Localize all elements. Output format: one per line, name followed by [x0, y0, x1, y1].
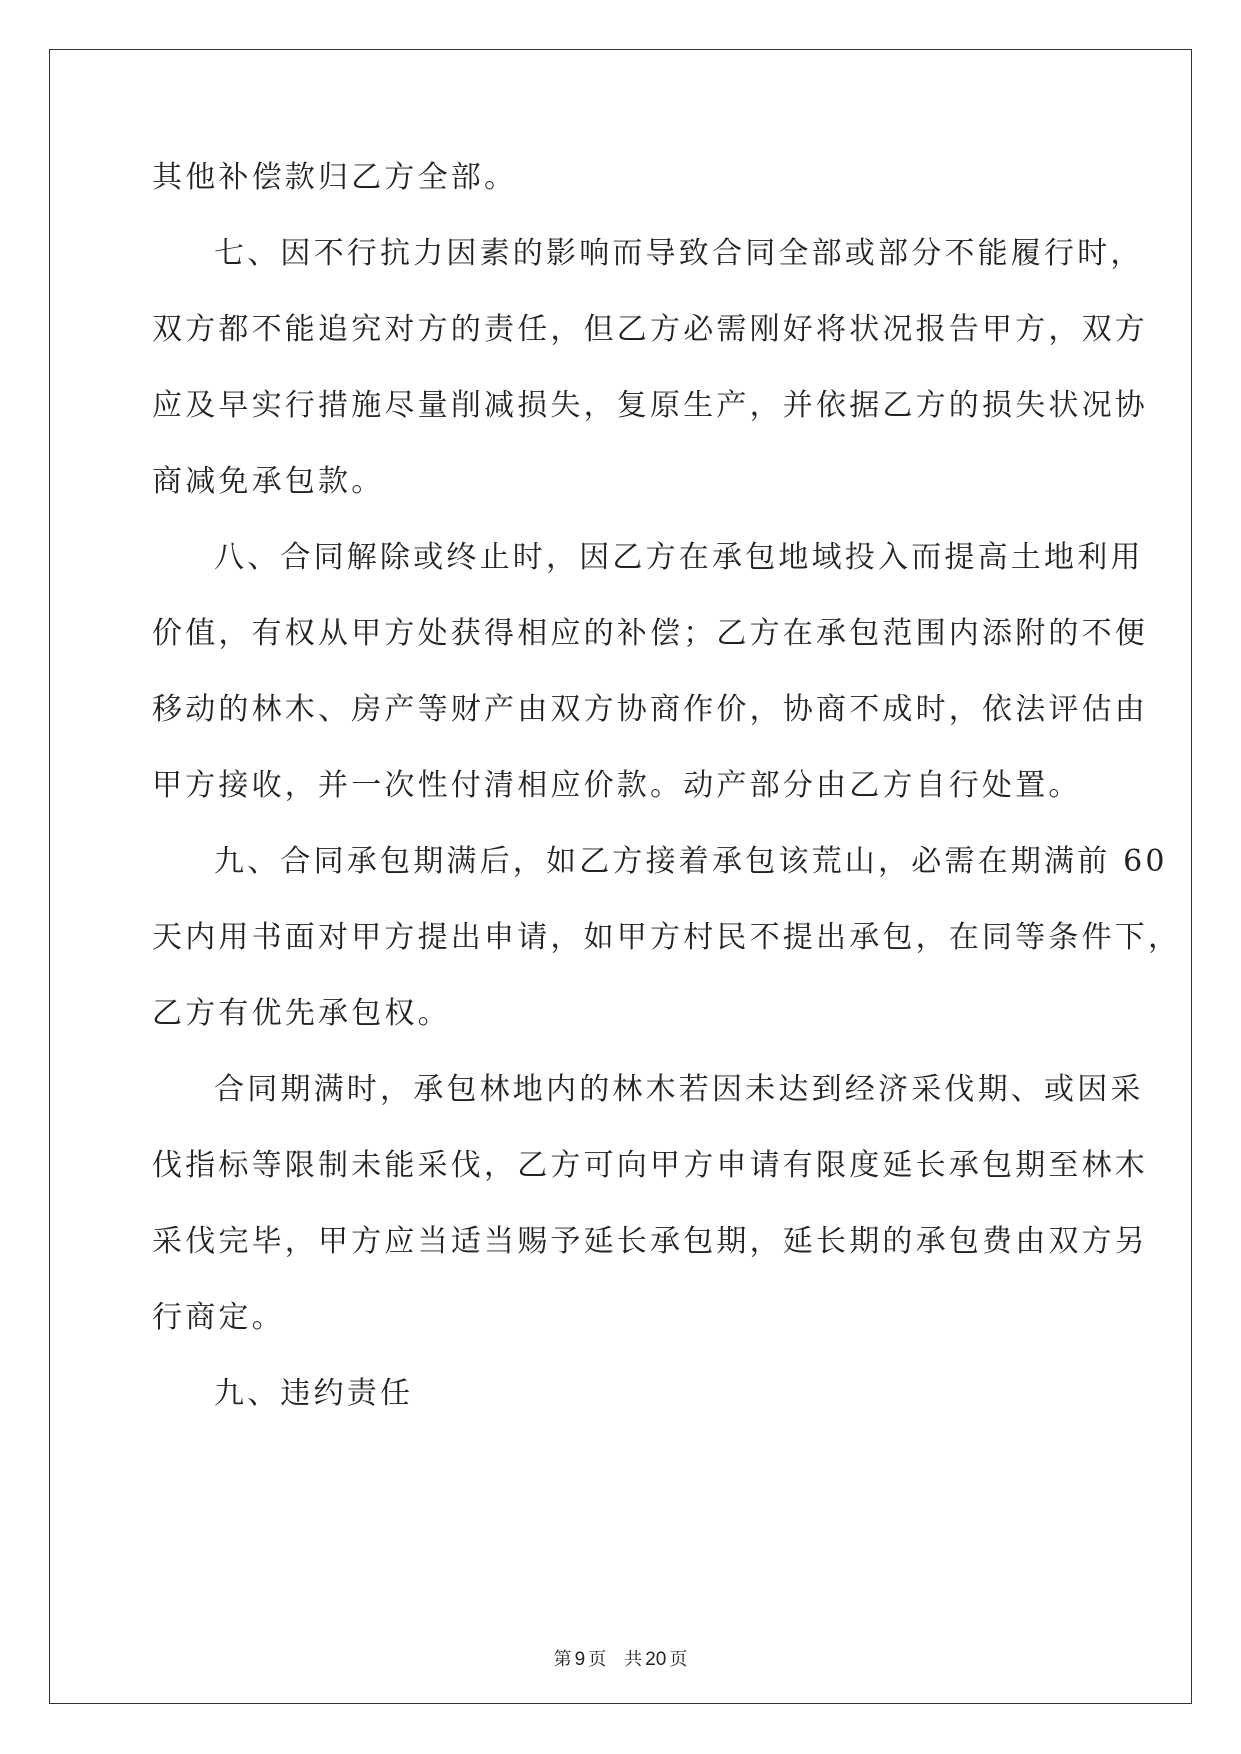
paragraph-line: 双方都不能追究对方的责任，但乙方必需刚好将状况报告甲方，双方 [152, 312, 1148, 347]
paragraph-line: 移动的林木、房产等财产由双方协商作价，协商不成时，依法评估由 [152, 692, 1148, 727]
paragraph-line: 八、合同解除或终止时，因乙方在承包地域投入而提高土地利用 [214, 540, 1144, 575]
paragraph-line: 天内用书面对甲方提出申请，如甲方村民不提出承包，在同等条件下， [152, 920, 1182, 955]
page-footer [0, 1648, 1241, 1672]
paragraph-line: 行商定。 [152, 1300, 285, 1335]
paragraph-line: 合同期满时，承包林地内的林木若因未达到经济采伐期、或因采 [214, 1072, 1144, 1107]
page-suffix: 页 [588, 1649, 607, 1670]
paragraph-line: 商减免承包款。 [152, 464, 385, 499]
paragraph-line: 伐指标等限制未能采伐，乙方可向甲方申请有限度延长承包期至林木 [152, 1148, 1148, 1183]
paragraph-line: 其他补偿款归乙方全部。 [152, 160, 518, 195]
paragraph-line: 九、合同承包期满后，如乙方接着承包该荒山，必需在期满前 60 [214, 844, 1168, 879]
paragraph-line: 采伐完毕，甲方应当适当赐予延长承包期，延长期的承包费由双方另 [152, 1224, 1148, 1259]
total-prefix: 共 [624, 1649, 643, 1670]
paragraph-line: 应及早实行措施尽量削减损失，复原生产，并依据乙方的损失状况协 [152, 388, 1148, 423]
page-number: 9 [574, 1649, 586, 1670]
section-heading: 九、违约责任 [214, 1376, 414, 1411]
paragraph-line: 乙方有优先承包权。 [152, 996, 451, 1031]
paragraph-line: 七、因不行抗力因素的影响而导致合同全部或部分不能履行时， [214, 236, 1144, 271]
total-suffix: 页 [669, 1649, 688, 1670]
paragraph-line: 甲方接收，并一次性付清相应价款。动产部分由乙方自行处置。 [152, 768, 1082, 803]
page-prefix: 第 [553, 1649, 572, 1670]
total-pages: 20 [645, 1649, 667, 1670]
paragraph-line: 价值，有权从甲方处获得相应的补偿；乙方在承包范围内添附的不便 [152, 616, 1148, 651]
